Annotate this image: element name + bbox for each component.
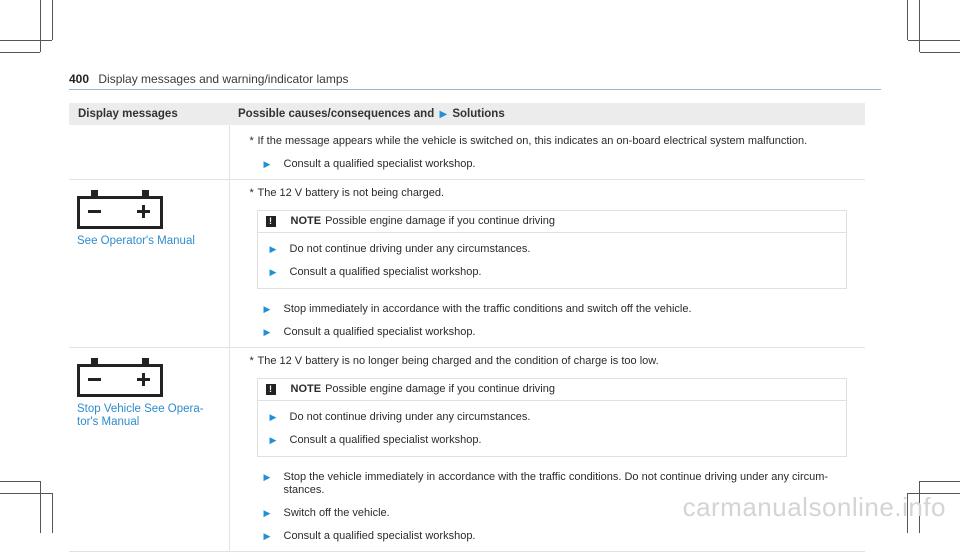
display-message-cell [69, 180, 229, 348]
step-text: Consult a qualified specialist workshop. [289, 266, 482, 278]
note-step [270, 434, 838, 447]
solution-step [250, 158, 858, 171]
causes-solutions-cell [229, 180, 865, 348]
crop-mark [52, 0, 53, 40]
cause [250, 355, 858, 368]
table-row [69, 180, 865, 348]
display-message-caption: See Operator's Manual [77, 235, 195, 247]
battery-icon [77, 189, 163, 229]
display-message-caption: Stop Vehicle See Opera- [77, 403, 204, 415]
arrow-icon: ▶ [269, 412, 277, 422]
step-text-line: stances. [283, 484, 325, 496]
header-divider [69, 89, 881, 90]
causes-solutions-cell [229, 125, 865, 180]
arrow-icon: ▶ [439, 108, 448, 120]
step-text-line: Stop the vehicle immediately in accordance with the traffic conditions. Do not continue driving under any circum- [283, 471, 829, 483]
cause-text: The 12 V battery is not being charged. [257, 187, 445, 199]
note-text: Possible engine damage if you continue driving [325, 383, 555, 395]
note-step [270, 411, 838, 424]
note-step [270, 243, 838, 256]
cause [250, 135, 858, 148]
col-header-prefix: Possible causes/consequences and [238, 107, 435, 120]
note-text: Possible engine damage if you continue driving [325, 215, 555, 227]
arrow-icon: ▶ [263, 531, 271, 541]
page-number: 400 [69, 72, 90, 86]
note-label: NOTE [290, 215, 322, 227]
note-box [257, 210, 847, 289]
arrow-icon: ▶ [269, 435, 277, 445]
arrow-icon: ▶ [263, 304, 271, 314]
arrow-icon: ▶ [263, 327, 271, 337]
display-message-cell [69, 125, 229, 180]
step-text: Do not continue driving under any circumstances. [289, 411, 531, 423]
bullet-star: * [249, 135, 254, 147]
crop-mark [919, 0, 920, 52]
cause-text: The 12 V battery is no longer being charged and the condition of charge is too low. [257, 355, 659, 367]
step-text: Switch off the vehicle. [283, 507, 390, 519]
display-messages-table [69, 103, 865, 552]
col-header-causes-solutions [229, 103, 865, 125]
table-row [69, 125, 865, 180]
arrow-icon: ▶ [263, 508, 271, 518]
display-message-cell [69, 348, 229, 552]
step-text: Do not continue driving under any circumstances. [289, 243, 531, 255]
display-message-caption: tor's Manual [77, 416, 140, 428]
solution-step [250, 303, 858, 316]
battery-icon [77, 357, 163, 397]
col-header-display-messages: Display messages [69, 103, 229, 125]
note-body [258, 411, 846, 456]
crop-mark [0, 40, 52, 41]
note-header [258, 379, 846, 401]
crop-mark [40, 481, 41, 533]
arrow-icon: ▶ [269, 244, 277, 254]
step-text: Consult a qualified specialist workshop. [283, 158, 476, 170]
note-label: NOTE [290, 383, 322, 395]
step-text: Consult a qualified specialist workshop. [289, 434, 482, 446]
crop-mark [0, 52, 40, 53]
cause-text: If the message appears while the vehicle is switched on, this indicates an on-board electrical system malfunction. [257, 135, 808, 147]
col-header-suffix: Solutions [452, 107, 505, 120]
solution-step [250, 530, 858, 543]
note-box [257, 378, 847, 457]
table-header-row [69, 103, 865, 125]
bullet-star: * [249, 355, 254, 367]
note-step [270, 266, 838, 279]
cause [250, 187, 858, 200]
crop-mark [907, 0, 908, 40]
warning-icon: ! [266, 384, 276, 395]
arrow-icon: ▶ [263, 472, 271, 482]
crop-mark [0, 493, 52, 494]
bullet-star: * [249, 187, 254, 199]
arrow-icon: ▶ [269, 267, 277, 277]
page-header [69, 72, 881, 86]
step-text: Consult a qualified specialist workshop. [283, 326, 476, 338]
step-text: Stop immediately in accordance with the traffic conditions and switch off the vehicle. [283, 303, 692, 315]
crop-mark [40, 0, 41, 52]
warning-icon: ! [266, 216, 276, 227]
crop-mark [920, 52, 960, 53]
arrow-icon: ▶ [263, 159, 271, 169]
crop-mark [0, 481, 40, 482]
watermark: carmanualsonline.info [682, 492, 946, 522]
step-text: Consult a qualified specialist workshop. [283, 530, 476, 542]
crop-mark [52, 493, 53, 533]
crop-mark [908, 40, 960, 41]
crop-mark [920, 481, 960, 482]
solution-step [250, 326, 858, 339]
page-title: Display messages and warning/indicator lamps [98, 72, 349, 86]
note-header [258, 211, 846, 233]
note-body [258, 243, 846, 288]
